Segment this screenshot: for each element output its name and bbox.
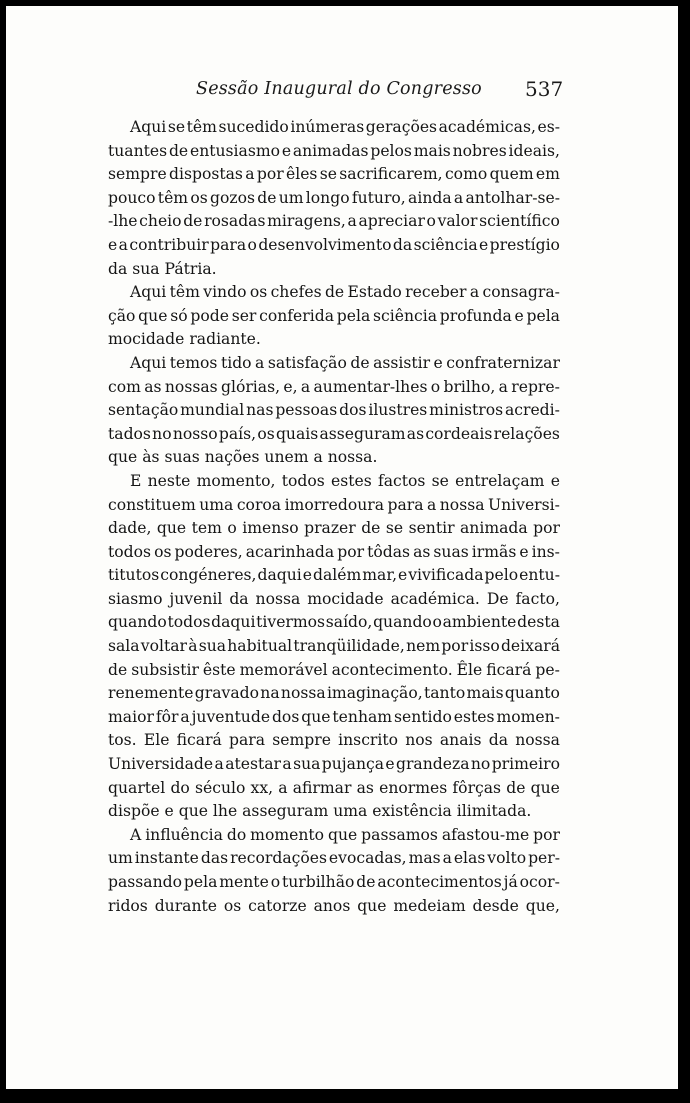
running-title: Sessão Inaugural do Congresso (196, 79, 482, 99)
running-head (6, 79, 678, 109)
text-line: Aqui têm vindo os chefes de Estado receber a consagra- (130, 283, 560, 302)
text-line: sala voltar à sua habitual tranqüilidade, nem por isso deixará (108, 637, 560, 656)
text-line: E neste momento, todos estes factos se entrelaçam e (130, 471, 560, 490)
text-line: tuantes de entusiasmo e animadas pelos mais nobres ideais, (108, 141, 560, 160)
text-line: tos. Ele ficará para sempre inscrito nos anais da nossa (108, 731, 560, 750)
text-line: renemente gravado na nossa imaginação, tanto mais quanto (108, 684, 560, 703)
text-line: siasmo juvenil da nossa mocidade académica. De facto, (108, 589, 560, 608)
text-line: Aqui se têm sucedido inúmeras gerações académicas, es- (130, 118, 560, 136)
text-line: constituem uma coroa imorredoura para a nossa Universi- (108, 495, 560, 514)
paragraph (108, 824, 560, 918)
text-line: ridos durante os catorze anos que medeiam desde que, (108, 896, 560, 915)
text-line: Aqui temos tido a satisfação de assistir e confraternizar (130, 353, 560, 372)
paragraph (108, 352, 560, 470)
text-line: mocidade radiante. (108, 330, 261, 349)
text-line: quartel do século xx, a afirmar as enormes fôrças de que (108, 778, 560, 797)
text-line: todos os poderes, acarinhada por tôdas as suas irmãs e ins- (108, 542, 560, 561)
text-line: titutos congéneres, daqui e dalém mar, e vivificada pelo entu- (108, 566, 560, 585)
paragraph (108, 116, 560, 281)
text-line: A influência do momento que passamos afastou-me por (130, 825, 560, 844)
text-line: sempre dispostas a por êles se sacrificarem, como quem em (108, 165, 560, 184)
paragraph (108, 281, 560, 352)
text-line: um instante das recordações evocadas, mas a elas volto per- (108, 849, 560, 868)
text-line: Universidade a atestar a sua pujança e grandeza no primeiro (108, 755, 560, 774)
text-line: dispõe e que lhe asseguram uma existência ilimitada. (108, 802, 532, 821)
text-line: sentação mundial nas pessoas dos ilustres ministros acredi- (108, 401, 560, 420)
body-text (108, 116, 560, 918)
text-line: quando todos daqui tivermos saído, quando o ambiente desta (108, 613, 560, 632)
book-page (6, 6, 678, 1089)
text-line: -lhe cheio de rosadas miragens, a apreciar o valor scientífico (108, 212, 560, 231)
text-line: tados no nosso país, os quais asseguram as cordeais relações (108, 424, 560, 443)
text-line: dade, que tem o imenso prazer de se sentir animada por (108, 519, 560, 538)
text-line: pouco têm os gozos de um longo futuro, ainda a antolhar-se- (108, 188, 560, 207)
text-line: que às suas nações unem a nossa. (108, 448, 378, 467)
text-line: e a contribuir para o desenvolvimento da sciência e prestígio (108, 235, 560, 254)
paragraph (108, 470, 560, 824)
text-line: passando pela mente o turbilhão de acontecimentos já ocor- (108, 873, 560, 891)
text-line: maior fôr a juventude dos que tenham sentido estes momen- (108, 707, 560, 726)
text-line: ção que só pode ser conferida pela sciência profunda e pela (108, 306, 560, 325)
text-line: da sua Pátria. (108, 259, 217, 278)
text-line: com as nossas glórias, e, a aumentar-lhes o brilho, a repre- (108, 377, 560, 396)
page-number: 537 (525, 77, 564, 101)
text-line: de subsistir êste memorável acontecimento. Êle ficará pe- (108, 660, 560, 679)
